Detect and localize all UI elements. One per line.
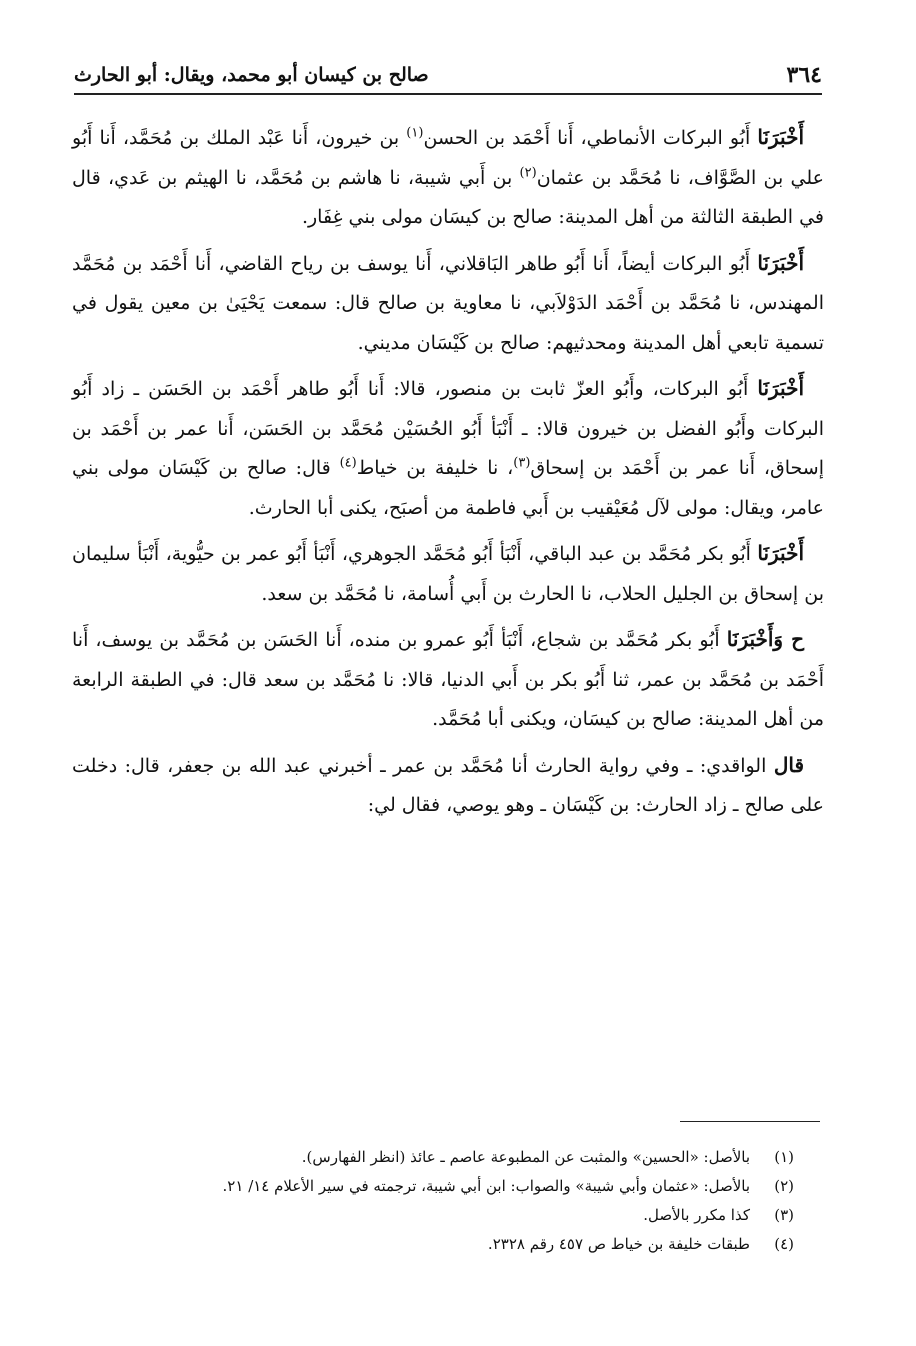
footnote-item: [74, 1172, 794, 1201]
paragraph-text: بن أَبي شيبة، نا هاشم بن مُحَمَّد، نا الهيثم بن عَدي، قال في الطبقة الثالثة من أهل المدينة: صالح بن كيسَان مولى بني غِفَار.: [72, 166, 824, 228]
footnote-number: (٣): [774, 1206, 794, 1224]
paragraph-text: بن خيرون، أَنا عَبْد الملك بن مُحَمَّد، أَنا أَبُو علي بن الصَّوَّاف، نا مُحَمَّد بن عثمان: [72, 127, 824, 189]
page-number: ٣٦٤: [786, 62, 822, 88]
paragraph: [72, 620, 824, 740]
footnote-item: [74, 1230, 794, 1259]
paragraph-text: أَبُو البركات أيضاً، أَنا أَبُو طاهر البَاقلاني، أَنا يوسف بن رياح القاضي، أَنا أَحْمَد بن مُحَمَّد المهندس، نا مُحَمَّد بن أَحْمَد الدَوْلاَبي، نا معاوية بن صالح قال: سمعت يَحْيَىٰ بن معين يقول في تسمية تابعي أهل المدينة ومحدثيهم: صالح بن كَيْسَان مديني.: [72, 252, 824, 354]
paragraph-lead: أَخْبَرَنَا: [757, 376, 804, 400]
header-rule: [74, 93, 822, 95]
footnote-text: طبقات خليفة بن خياط ص ٤٥٧ رقم ٢٣٢٨.: [487, 1235, 750, 1253]
main-text: [72, 118, 824, 832]
footnote-number: (٢): [774, 1177, 794, 1195]
footnote-separator: [680, 1121, 820, 1122]
footnote-ref: (٣): [513, 455, 531, 471]
paragraph-text: أَبُو البركات، وأَبُو العزّ ثابت بن منصور، قالا: أَنا أَبُو طاهر أَحْمَد بن الحَسَن ـ زاد أَبُو البركات وأَبُو الفضل بن خيرون قالا: ـ أَنْبَأ أَبُو الحُسَيْن مُحَمَّد بن الحَسَن، أَنا عمر بن أَحْمَد بن إسحاق، أَنا عمر بن أَحْمَد بن إسحاق: [72, 378, 824, 479]
paragraph: [72, 746, 824, 826]
paragraph-lead: ح وَأَخْبَرَنَا: [726, 627, 804, 651]
paragraph-text: الواقدي: ـ وفي رواية الحارث أنا مُحَمَّد بن عمر ـ أخبرني عبد الله بن جعفر، قال: دخلت على صالح ـ زاد الحارث: بن كَيْسَان ـ وهو يوصي، فقال لي:: [72, 754, 824, 816]
paragraph-text: قال: صالح بن كَيْسَان مولى بني عامر، ويقال: مولى لآل مُعَيْقيب بن أَبي فاطمة من أصبَح، يكنى أبا الحارث.: [72, 457, 824, 519]
footnote-item: [74, 1143, 794, 1172]
footnotes: [74, 1143, 794, 1259]
footnote-number: (٤): [774, 1235, 794, 1253]
footnote-text: بالأصل: «عثمان وأبي شيبة» والصواب: ابن أبي شيبة، ترجمته في سير الأعلام ١٤/ ٢١.: [222, 1177, 750, 1195]
paragraph: [72, 244, 824, 364]
running-title: صالح بن كيسان أبو محمد، ويقال: أبو الحارث: [74, 64, 429, 86]
page-header: [74, 60, 822, 90]
paragraph: [72, 534, 824, 614]
paragraph-lead: أَخْبَرَنَا: [757, 541, 804, 565]
paragraph: [72, 118, 824, 238]
footnote-ref: (٢): [519, 165, 537, 181]
footnote-ref: (٤): [339, 455, 357, 471]
paragraph-text: أَبُو بكر مُحَمَّد بن عبد الباقي، أَنْبَأ أَبُو مُحَمَّد الجوهري، أَنْبَأ أَبُو عمر بن حيُّوية، أَنْبَأ سليمان بن إسحاق بن الجليل الحلاب، نا الحارث بن أَبي أُسامة، نا مُحَمَّد بن سعد.: [72, 543, 824, 605]
footnote-text: بالأصل: «الحسين» والمثبت عن المطبوعة عاصم ـ عائذ (انظر الفهارس).: [301, 1148, 750, 1166]
footnote-text: كذا مكرر بالأصل.: [643, 1206, 750, 1224]
paragraph: [72, 369, 824, 528]
paragraph-lead: قال: [773, 752, 804, 777]
paragraph-text: أَبُو بكر مُحَمَّد بن شجاع، أَنْبَأ أَبُو عمرو بن منده، أَنا الحَسَن بن مُحَمَّد بن يوسف، أَنا أَحْمَد بن مُحَمَّد بن عمر، ثنا أَبُو بكر بن أَبي الدنيا، قالا: نا مُحَمَّد بن سعد قال: في الطبقة الرابعة من أهل المدينة: صالح بن كيسَان، ويكنى أبا مُحَمَّد.: [72, 629, 824, 730]
paragraph-text: ، نا خليفة بن خياط: [356, 457, 514, 479]
footnote-number: (١): [774, 1148, 794, 1166]
paragraph-lead: أَخْبَرَنَا: [757, 250, 804, 275]
footnote-ref: (١): [406, 125, 424, 141]
paragraph-lead: أَخْبَرَنَا: [757, 125, 804, 149]
paragraph-text: أَبُو البركات الأنماطي، أَنا أَحْمَد بن الحسن: [423, 127, 758, 149]
footnote-item: [74, 1201, 794, 1230]
